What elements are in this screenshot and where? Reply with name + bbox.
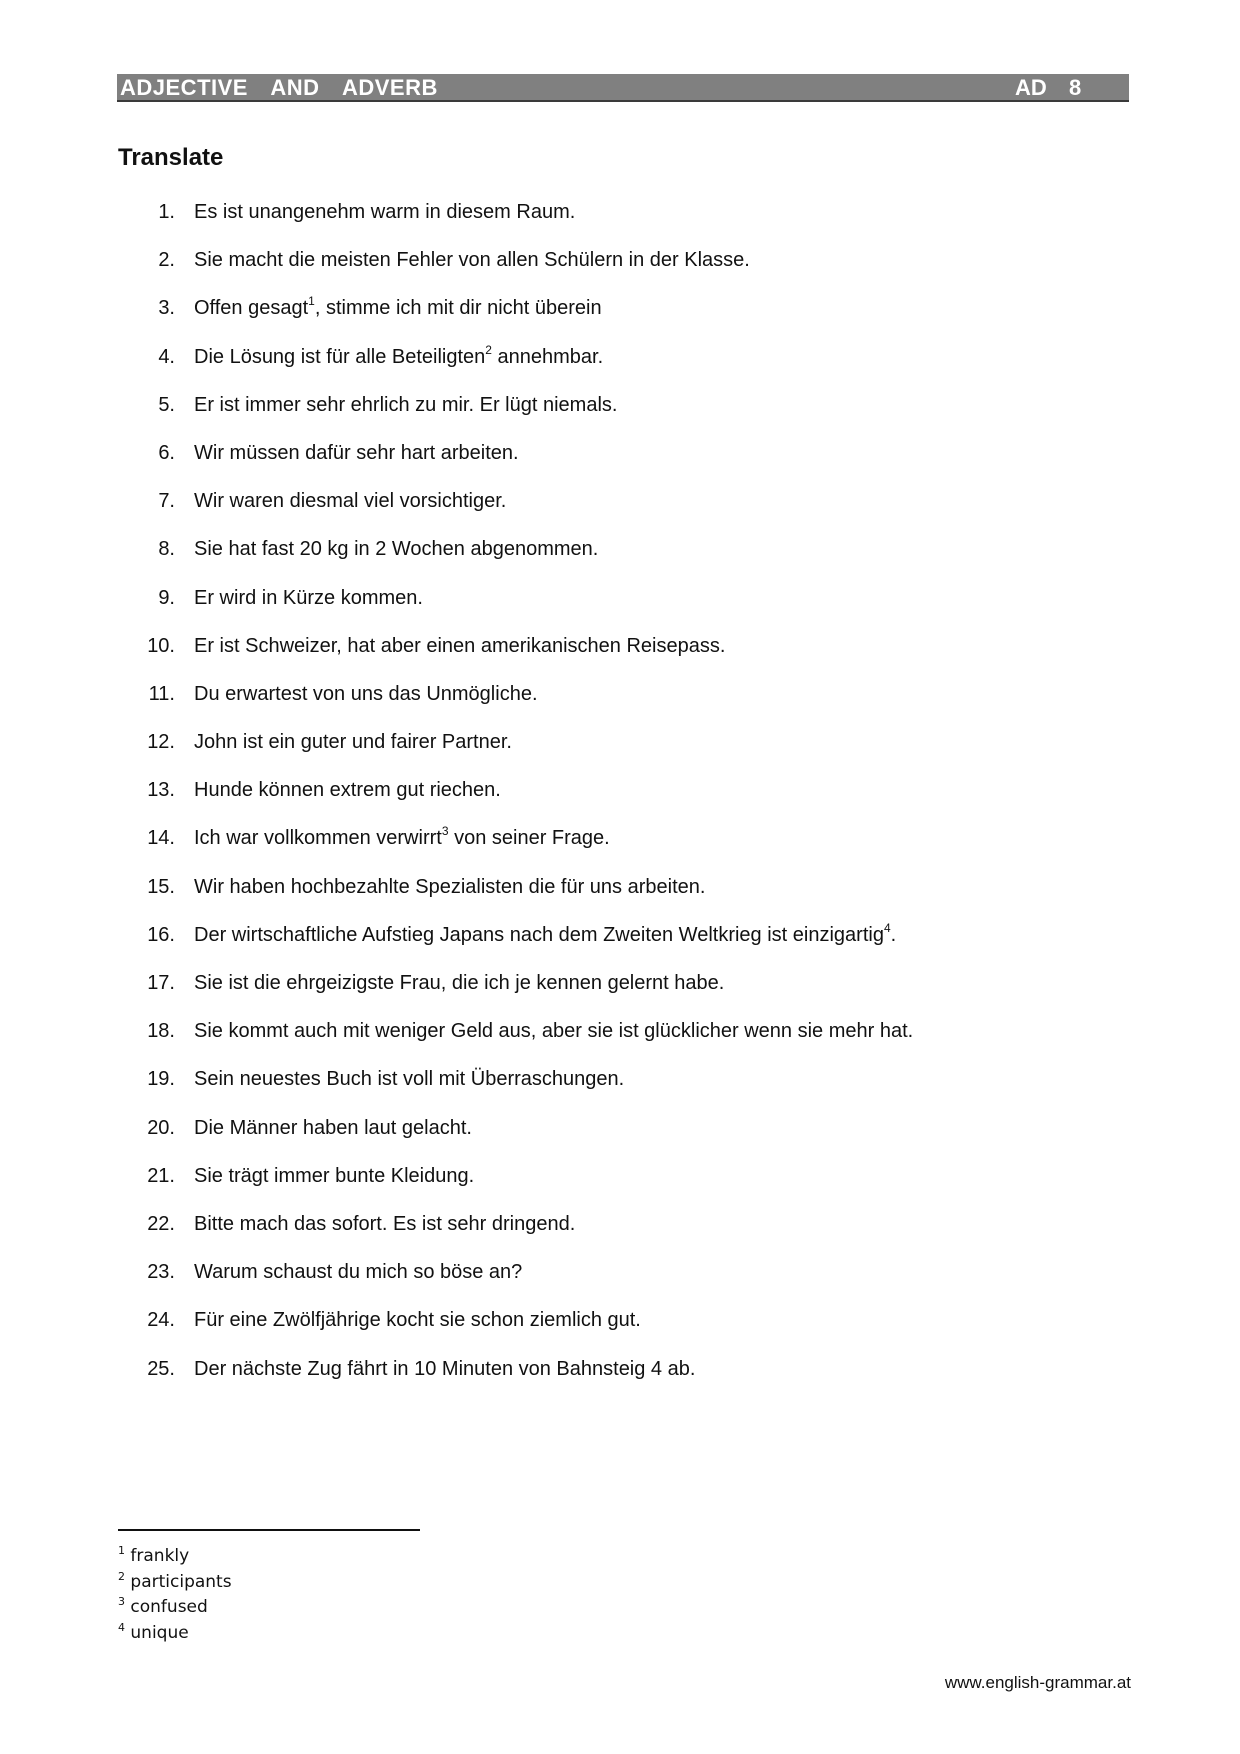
footnote-text: unique [130, 1622, 189, 1643]
exercise-item [0, 875, 1240, 923]
exercise-sentence [194, 826, 610, 850]
exercise-number: 5. [158, 393, 175, 416]
exercise-item [0, 1260, 1240, 1308]
footer-url: www.english-grammar.at [944, 1673, 1131, 1692]
exercise-item [0, 1116, 1240, 1164]
exercise-number: 10. [147, 634, 175, 657]
exercise-number: 17. [147, 972, 175, 994]
exercise-sentence: Sie ist die ehrgeizigste Frau, die ich je kennen gelernt habe. [194, 972, 725, 994]
footnote-text: frankly [130, 1546, 190, 1566]
exercise-sentence: Wir waren diesmal viel vorsichtiger. [194, 490, 507, 513]
footnote [118, 1595, 232, 1621]
footnote-mark: 3 [118, 1595, 125, 1608]
exercise-number: 2. [158, 249, 175, 272]
exercise-item [0, 586, 1240, 634]
footnote-reference: 3 [441, 824, 449, 839]
exercise-sentence: Warum schaust du mich so böse an? [194, 1261, 523, 1284]
footnote-reference: 2 [485, 342, 492, 357]
exercise-item [0, 342, 1240, 393]
sentence-part: Die Lösung ist für alle Beteiligten [194, 345, 486, 368]
exercise-item [0, 1067, 1240, 1115]
exercise-number: 14. [147, 827, 175, 850]
exercise-number: 9. [158, 586, 175, 609]
footnote-mark: 2 [118, 1569, 125, 1583]
footnote [118, 1544, 232, 1570]
exercise-number: 8. [158, 538, 175, 561]
footnote-mark: 1 [118, 1544, 125, 1557]
footnote-divider [118, 1529, 420, 1531]
exercise-number: 3. [158, 297, 175, 320]
exercise-number: 11. [148, 682, 175, 705]
exercise-sentence: John ist ein guter und fairer Partner. [194, 731, 512, 754]
exercise-item [0, 393, 1240, 441]
exercise-item [0, 730, 1240, 778]
exercise-item [0, 1212, 1240, 1260]
exercise-number: 16. [147, 923, 175, 946]
exercise-number: 1. [158, 201, 175, 223]
exercise-number: 12. [147, 731, 175, 754]
sentence-part: von seiner Frage. [448, 827, 610, 850]
exercise-item [0, 200, 1240, 248]
sentence-part: annehmbar. [491, 345, 604, 368]
exercise-sentence [194, 296, 602, 320]
exercise-sentence: Sie macht die meisten Fehler von allen Schülern in der Klasse. [194, 249, 750, 272]
exercise-list [0, 200, 1240, 1405]
exercise-sentence: Du erwartest von uns das Unmögliche. [194, 682, 538, 705]
exercise-sentence: Sie kommt auch mit weniger Geld aus, aber sie ist glücklicher wenn sie mehr hat. [194, 1020, 914, 1043]
exercise-number: 25. [147, 1357, 175, 1380]
exercise-item [0, 826, 1240, 874]
exercise-number: 24. [147, 1309, 175, 1332]
sentence-part: Offen gesagt [194, 297, 309, 320]
header-bar [117, 74, 1129, 102]
exercise-sentence: Sein neuestes Buch ist voll mit Überraschungen. [194, 1068, 625, 1091]
exercise-item [0, 1357, 1240, 1405]
footnote-reference: 1 [308, 294, 315, 309]
exercise-sentence: Die Männer haben laut gelacht. [194, 1116, 472, 1139]
footnote-mark: 4 [118, 1620, 125, 1634]
exercise-number: 4. [158, 345, 175, 368]
footnote-text: confused [130, 1597, 208, 1617]
exercise-item [0, 248, 1240, 296]
exercise-item [0, 634, 1240, 682]
exercise-item [0, 489, 1240, 537]
exercise-item [0, 920, 1240, 971]
exercise-number: 7. [158, 490, 175, 513]
exercise-sentence: Für eine Zwölfjährige kocht sie schon ziemlich gut. [194, 1309, 641, 1332]
exercise-number: 21. [147, 1164, 175, 1187]
exercise-item [0, 537, 1240, 585]
footnote [118, 1570, 232, 1596]
footnote-text: participants [130, 1571, 232, 1592]
footnotes-list [118, 1544, 232, 1646]
exercise-sentence [194, 342, 604, 369]
exercise-sentence: Bitte mach das sofort. Es ist sehr dringend. [194, 1212, 576, 1235]
exercise-sentence [194, 920, 897, 947]
exercise-number: 13. [147, 779, 175, 802]
exercise-number: 23. [147, 1261, 175, 1284]
exercise-sentence: Wir müssen dafür sehr hart arbeiten. [194, 441, 519, 464]
section-heading: Translate [118, 144, 224, 171]
exercise-item [0, 441, 1240, 489]
exercise-sentence: Hunde können extrem gut riechen. [194, 779, 501, 802]
sentence-part: Der wirtschaftliche Aufstieg Japans nach dem Zweiten Weltkrieg ist einzigartig [194, 923, 884, 946]
header-title: ADJECTIVE AND ADVERB [120, 75, 438, 100]
exercise-sentence: Wir haben hochbezahlte Spezialisten die für uns arbeiten. [194, 875, 706, 898]
exercise-sentence: Er ist Schweizer, hat aber einen amerikanischen Reisepass. [194, 634, 726, 657]
exercise-item [0, 1019, 1240, 1067]
exercise-sentence: Sie trägt immer bunte Kleidung. [194, 1164, 475, 1187]
footnote-reference: 4 [883, 920, 891, 935]
exercise-item [0, 1164, 1240, 1212]
exercise-sentence: Es ist unangenehm warm in diesem Raum. [194, 201, 576, 223]
exercise-sentence: Sie hat fast 20 kg in 2 Wochen abgenommen. [194, 538, 599, 561]
exercise-number: 20. [147, 1116, 175, 1139]
sentence-part: , stimme ich mit dir nicht überein [314, 297, 602, 320]
exercise-number: 18. [147, 1020, 175, 1043]
header-code: AD 8 [1015, 75, 1082, 100]
sentence-part: Ich war vollkommen verwirrt [194, 827, 442, 850]
exercise-number: 22. [147, 1212, 175, 1235]
exercise-sentence: Er wird in Kürze kommen. [194, 586, 423, 609]
exercise-number: 15. [147, 875, 175, 898]
exercise-number: 6. [158, 441, 175, 464]
exercise-item [0, 778, 1240, 826]
exercise-item [0, 296, 1240, 344]
exercise-number: 19. [147, 1068, 175, 1091]
footnote [118, 1621, 232, 1647]
exercise-item [0, 682, 1240, 730]
exercise-sentence: Er ist immer sehr ehrlich zu mir. Er lügt niemals. [194, 393, 618, 416]
exercise-item [0, 971, 1240, 1019]
exercise-item [0, 1308, 1240, 1356]
exercise-sentence: Der nächste Zug fährt in 10 Minuten von Bahnsteig 4 ab. [194, 1357, 696, 1380]
sentence-part: . [890, 923, 897, 946]
